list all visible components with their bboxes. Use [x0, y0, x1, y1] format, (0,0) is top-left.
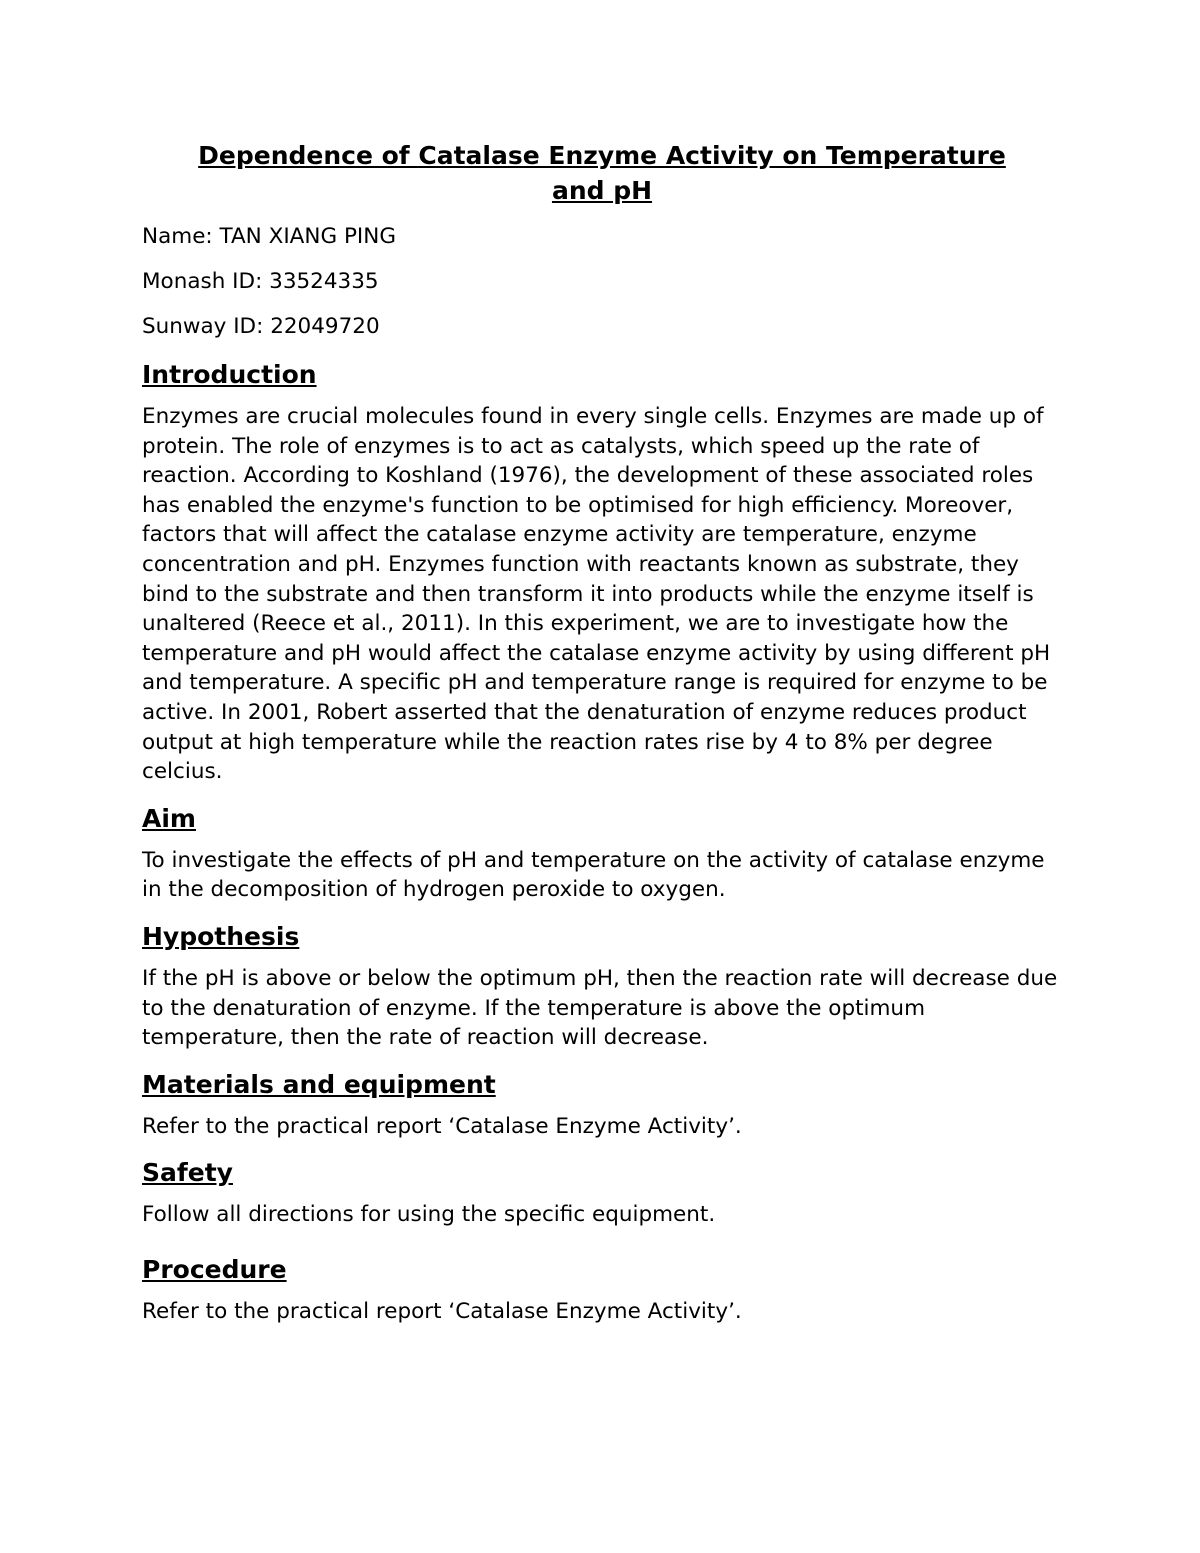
monash-id: Monash ID: 33524335 [142, 269, 379, 294]
title-line-2: and pH [551, 176, 653, 205]
materials-text: Refer to the practical report ‘Catalase Enzyme Activity’. [142, 1113, 742, 1139]
student-name: Name: TAN XIANG PING [142, 224, 397, 249]
aim-heading: Aim [142, 803, 196, 833]
procedure-text: Refer to the practical report ‘Catalase Enzyme Activity’. [142, 1298, 742, 1324]
materials-heading: Materials and equipment [142, 1069, 496, 1099]
hypothesis-text: If the pH is above or below the optimum pH, then the reaction rate will decrease due to the denaturation of enzyme. If the temperature is above the optimum temperature, then the rate of reaction will decrease. [142, 965, 1058, 1051]
document-title [142, 138, 1062, 208]
hypothesis-heading: Hypothesis [142, 921, 300, 951]
safety-heading: Safety [142, 1158, 233, 1188]
aim-text: To investigate the effects of pH and temperature on the activity of catalase enzyme in the decomposition of hydrogen peroxide to oxygen. [142, 847, 1045, 903]
procedure-heading: Procedure [142, 1254, 287, 1284]
safety-text: Follow all directions for using the specific equipment. [142, 1202, 716, 1228]
introduction-heading: Introduction [142, 360, 317, 389]
title-line-1: Dependence of Catalase Enzyme Activity on Temperature [198, 141, 1006, 170]
document-page [142, 138, 1062, 1340]
sunway-id: Sunway ID: 22049720 [142, 314, 380, 339]
introduction-text: Enzymes are crucial molecules found in every single cells. Enzymes are made up of protein. The role of enzymes is to act as catalysts, which speed up the rate of reaction. According to Koshland (1976), the development of these associated roles has enabled the enzyme's function to be optimised for high efficiency. Moreover, factors that will affect the catalase enzyme activity are temperature, enzyme concentration and pH. Enzymes function with reactants known as substrate, they bind to the substrate and then transform it into products while the enzyme itself is unaltered (Reece et al., 2011). In this experiment, we are to investigate how the temperature and pH would affect the catalase enzyme activity by using different pH and temperature. A specific pH and temperature range is required for enzyme to be active. In 2001, Robert asserted that the denaturation of enzyme reduces product output at high temperature while the reaction rates rise by 4 to 8% per degree celcius. [142, 404, 1051, 785]
